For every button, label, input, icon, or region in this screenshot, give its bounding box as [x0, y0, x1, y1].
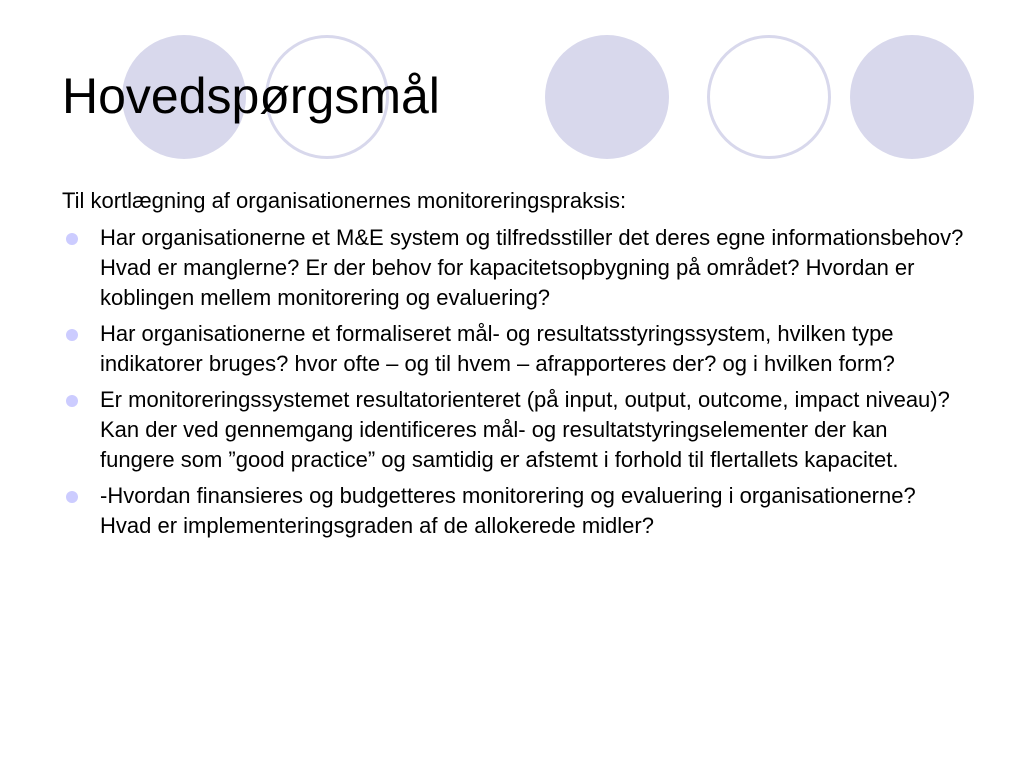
bullet-dot-icon [66, 395, 78, 407]
bullet-text: Har organisationerne et M&E system og tilfredsstiller det deres egne informationsbehov? Hvad er manglerne? Er der behov for kapacitetsopbygning på området? Hvordan er koblingen mellem monitorering og evaluering? [100, 225, 964, 310]
bullet-text: Har organisationerne et formaliseret mål- og resultatsstyringssystem, hvilken type indikatorer bruges? hvor ofte – og til hvem – afrapporteres der? og i hvilken form? [100, 321, 895, 376]
bullet-text: -Hvordan finansieres og budgetteres monitorering og evaluering i organisationerne? Hvad er implementeringsgraden af de allokerede midler? [100, 483, 916, 538]
bullet-dot-icon [66, 329, 78, 341]
slide-title: Hovedspørgsmål [62, 68, 440, 124]
slide-body [62, 186, 967, 547]
intro-text: Til kortlægning af organisationernes monitoreringspraksis: [62, 188, 627, 213]
bullet-dot-icon [66, 233, 78, 245]
bullet-text: Er monitoreringssystemet resultatorienteret (på input, output, outcome, impact niveau)? Kan der ved gennemgang identificeres mål- og resultatstyringselementer der kan fungere som ”good practice” og samtidig er afstemt i forhold til flertallets kapacitet. [100, 387, 950, 472]
bullet-item [62, 481, 967, 541]
bullet-item [62, 223, 967, 313]
decorative-circle-filled [545, 35, 669, 159]
bullet-item [62, 385, 967, 475]
decorative-circle-filled [850, 35, 974, 159]
bullet-dot-icon [66, 491, 78, 503]
decorative-circle-outline [707, 35, 831, 159]
bullet-item [62, 319, 967, 379]
bullet-list [62, 223, 967, 541]
